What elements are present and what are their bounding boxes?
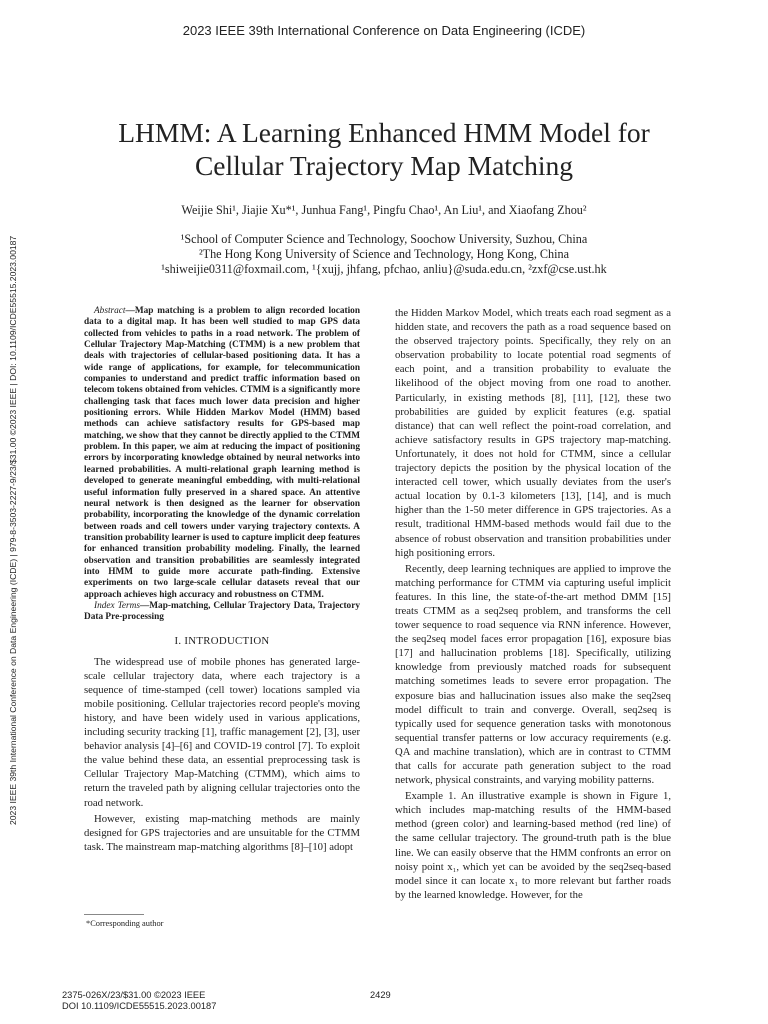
footer-doi: DOI 10.1109/ICDE55515.2023.00187 <box>62 1000 217 1011</box>
author-list: Weijie Shi¹, Jiajie Xu*¹, Junhua Fang¹, Pingfu Chao¹, An Liu¹, and Xiaofang Zhou² <box>181 203 587 217</box>
footnote-rule <box>84 914 144 915</box>
abstract-text: —Map matching is a problem to align recorded location data to a digital map. It has been well studied to map GPS data collected from vehicles to paths in a road network. The problem of Cellular Trajectory Map-Matching (CTMM) is a new problem that deals with trajectories of cellular-based positioning data. It has a wide range of applications, for example, for telecommunication companies to understand and predict traffic information based on telecom tokens obtained from vehicles. CTMM is a significantly more challenging task that faces much lower data precision and higher positioning errors. While Hidden Markov Model (HMM) based methods can achieve satisfactory results for GPS-based map matching, we show that they cannot be directly applied to the CTMM problem. In this paper, we aim at reducing the impact of positioning errors by incorporating knowledge obtained by neural networks into learned probabilities. A multi-relational graph learning method is developed to generate meaningful embedding, with multi-relational useful information fully preserved in a shared space. An attentive neural network is then designed as the learner for observation probability, incorporating the knowledge of the dynamic correlation between roads and cell towers under varying trajectory contexts. A transition probability learner is used to capture implicit deep features for enhanced transition probability modeling. Finally, the learned observation and transition probabilities are seamlessly integrated into HMM to guide more accurate path-finding. Extensive experiments on two large-scale cellular datasets reveal that our approach achieves high accuracy and robustness on CTMM. <box>84 306 360 600</box>
right-paragraph-3: Example 1. An illustrative example is shown in Figure 1, which includes map-matching results of the HMM-based method (green color) and learning-based method (red line) of the same cellular trajectory. The ground-truth path is the blue line. We can easily observe that the HMM confronts an error on noisy point x₁, which yet can be avoided by the seq2seq-based model since it can locate x₁ to more relevant but farther roads by the learned knowledge. However, for the <box>395 790 671 901</box>
intro-paragraph-1: The widespread use of mobile phones has generated large-scale cellular trajectory data, where each trajectory is a sequence of time-stamped (cell tower) locations sampled via mobile positioning. Cellular trajectories record people's moving history, and have been widely used in various applications, including security tracking [1], traffic management [2], [3], user behavior analysis [4]–[6] and COVID-19 control [7]. To exploit the value behind these data, an essential preprocessing task is Cellular Trajectory Map-Matching (CTMM), which aims to return the traveled path by aligning cellular trajectories onto the road network. <box>84 655 360 809</box>
left-column <box>84 306 360 856</box>
intro-paragraph-2: However, existing map-matching methods are mainly designed for GPS trajectories and are unsuitable for the CTMM task. The mainstream map-matching algorithms [8]–[10] adopt <box>84 812 360 853</box>
conference-header: 2023 IEEE 39th International Conference on Data Engineering (ICDE) <box>182 23 586 38</box>
footnote-corresponding-author: *Corresponding author <box>86 919 164 928</box>
abstract-lead: Abstract <box>94 306 126 316</box>
title-line-2: Cellular Trajectory Map Matching <box>194 150 574 181</box>
right-paragraph-1: the Hidden Markov Model, which treats each road segment as a hidden state, and recovers the path as a road sequence based on the observed trajectory points. Specifically, they rely on an observation probability to locate potential road segments of each point, and a transition probability to evaluate the likelihood of the object moving from one road to another. Particularly, in existing methods [8], [11], [12], these two probabilities are guided by explicit features (e.g. spatial distance) that can well reflect the point-road correlation, and achieve satisfactory results in GPS trajectory map-matching. Unfortunately, it does not hold for CTMM, since a cellular trajectory depicts the position by the physical location of the interacted cell tower, which usually deviates from the user's actual location by 0.1-3 kilometers [13], [14], and is much higher than the 1-50 meter difference in GPS trajectories. As a result, traditional HMM-based methods would fail due to the absence of robust observation and transition probabilities under high positioning errors. <box>395 307 671 559</box>
section-heading-introduction: I. INTRODUCTION <box>174 634 270 647</box>
index-terms-text: —Map-matching, Cellular Trajectory Data, Trajectory Data Pre-processing <box>84 600 360 623</box>
affiliation-emails: ¹shiweijie0311@foxmail.com, ¹{xujj, jhfang, pfchao, anliu}@suda.edu.cn, ²zxf@cse.ust.hk <box>161 262 607 276</box>
right-paragraph-2: Recently, deep learning techniques are applied to improve the matching performance for CTMM via capturing useful implicit features. In this line, the state-of-the-art method DMM [15] treats CTMM as a seq2seq problem, and transforms the cell tower sequence to road sequence via RNN inference. However, the seq2seq model faces error propagation [16], exposure bias [17] and hallucination problems [18]. Specifically, utilizing knowledge from previously matched roads for subsequent matching sometimes leads to severe error propagation. The exposure bias and hallucination issues also make the seq2seq model difficult to train and converge. Overall, seq2seq is typically used for sequence generation tasks with monotonous sequential transfer patterns or low accuracy requirements (e.g. QA and machine translation), which are in contrast to CTMM that calls for accurate path generation subject to the road network, physical constraints, and varying mobility patterns. <box>395 562 671 787</box>
affiliation-2: ²The Hong Kong University of Science and Technology, Hong Kong, China <box>198 247 570 261</box>
side-identifier-strip: 2023 IEEE 39th International Conference on Data Engineering (ICDE) | 979-8-3503-2227-9/23/$31.00 ©2023 IEEE | DOI: 10.1109/ICDE55515.2023.00187 <box>8 235 18 825</box>
right-column <box>395 306 671 904</box>
index-terms <box>84 601 360 624</box>
footer-issn: 2375-026X/23/$31.00 ©2023 IEEE <box>62 990 206 1000</box>
affiliation-1: ¹School of Computer Science and Technology, Soochow University, Suzhou, China <box>180 232 588 246</box>
index-terms-lead: Index Terms <box>94 600 140 611</box>
title-line-1: LHMM: A Learning Enhanced HMM Model for <box>118 117 650 148</box>
footer-copyright <box>62 990 216 1011</box>
page-number: 2429 <box>370 990 391 1000</box>
paper-title <box>40 116 728 182</box>
abstract <box>84 306 360 601</box>
